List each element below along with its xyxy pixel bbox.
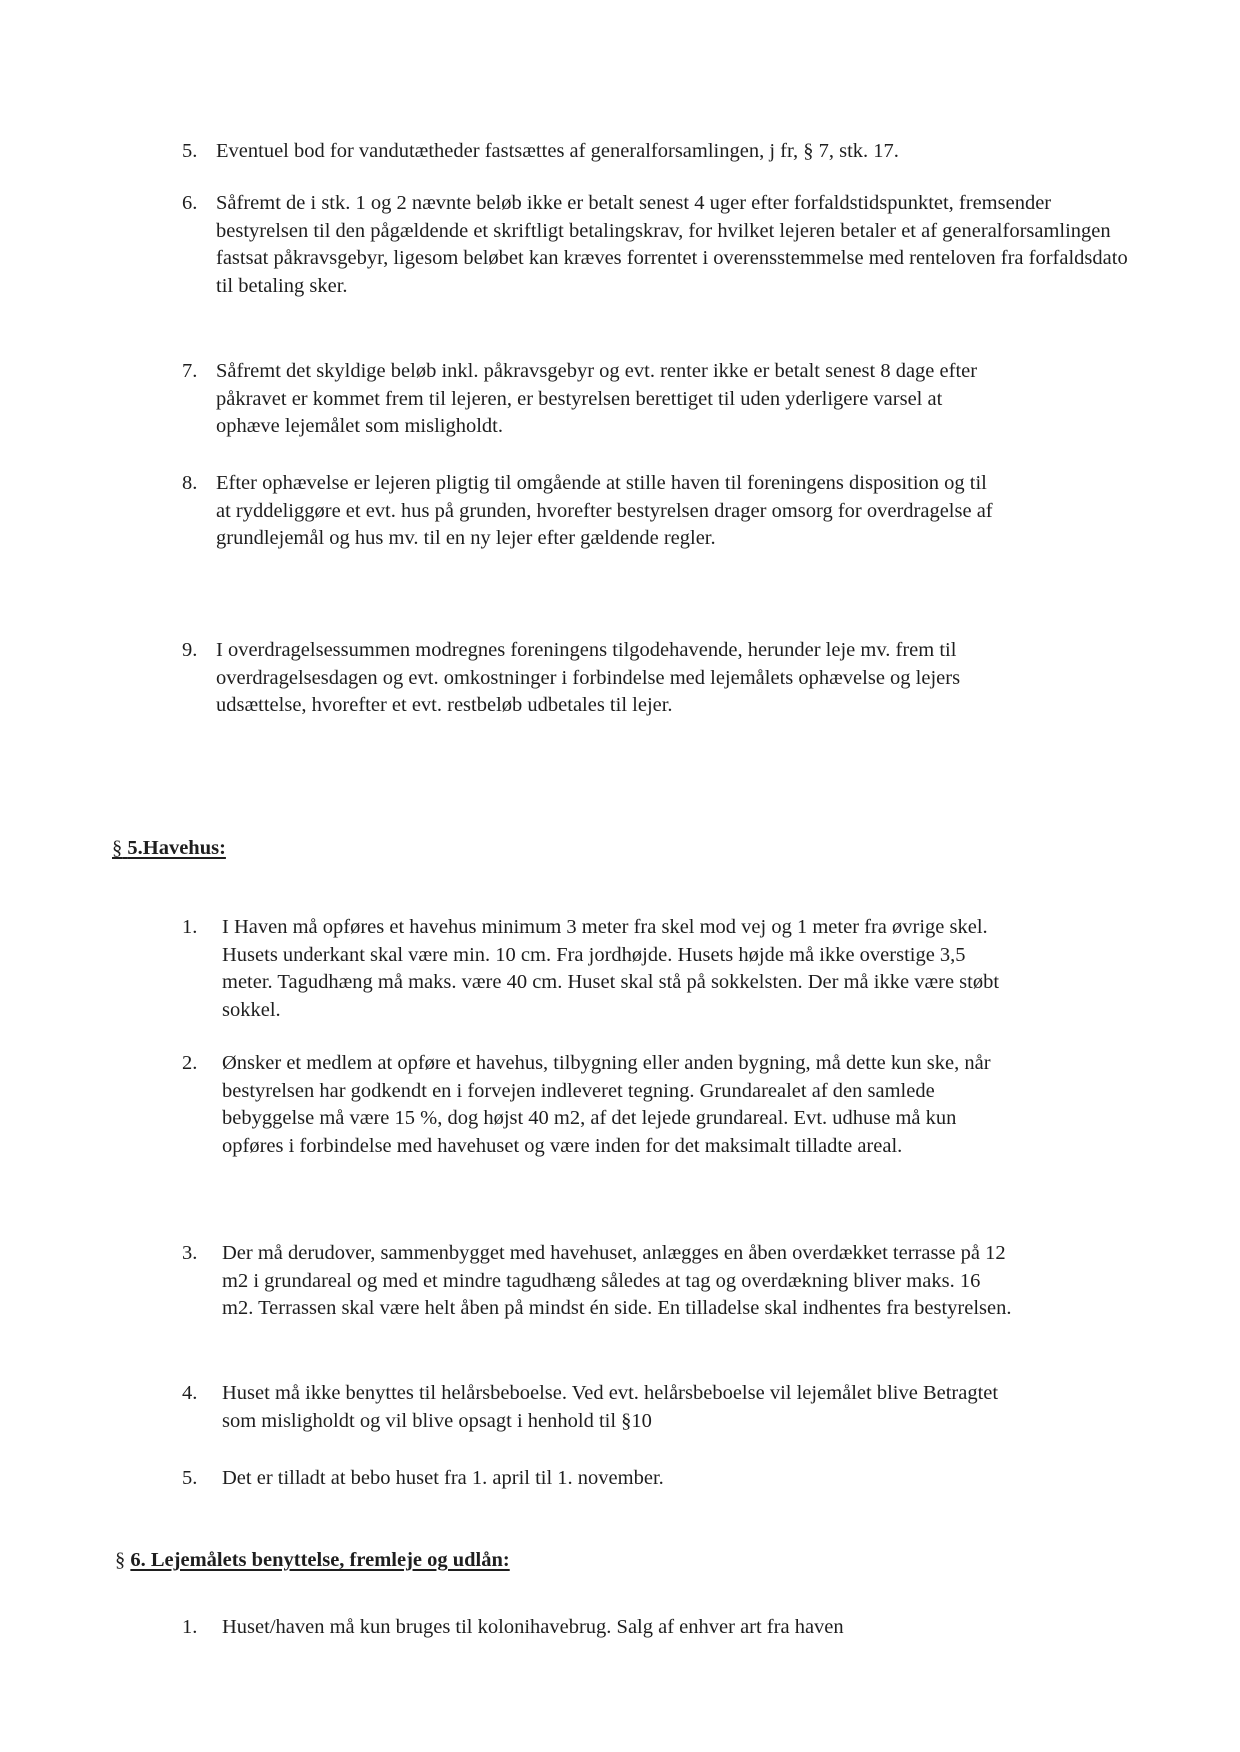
paragraph-symbol: §	[115, 1549, 126, 1571]
section-title: 5.Havehus:	[127, 837, 226, 859]
item-number: 9.	[182, 639, 198, 661]
paragraph-item-9	[182, 637, 1002, 720]
paragraph-item-7	[182, 358, 1002, 441]
item-text: Ønsker et medlem at opføre et havehus, tilbygning eller anden bygning, må dette kun ske, når bestyrelsen har godkendt en i forvejen indleveret tegning. Grundarealet af den samlede bebyggelse må være 15 %, dog højst 40 m2, af det lejede grundareal. Evt. udhuse må kun opføres i forbindelse med havehuset og være inden for det maksimalt tilladte areal.	[222, 1052, 991, 1157]
item-number: 6.	[182, 192, 198, 214]
paragraph-symbol: §	[112, 837, 123, 859]
item-text: I Haven må opføres et havehus minimum 3 meter fra skel mod vej og 1 meter fra øvrige skel. Husets underkant skal være min. 10 cm. Fra jordhøjde. Husets højde må ikke overstige 3,5 meter. Tagudhæng må maks. være 40 cm. Huset skal stå på sokkelsten. Der må ikke være støbt sokkel.	[222, 916, 1000, 1021]
havehus-item-2	[182, 1050, 1012, 1160]
item-text: Huset må ikke benyttes til helårsbeboelse. Ved evt. helårsbeboelse vil lejemålet blive Betragtet som misligholdt og vil blive opsagt i henhold til §10	[222, 1382, 999, 1432]
havehus-item-3	[182, 1240, 1012, 1323]
item-number: 3.	[182, 1242, 198, 1264]
paragraph-item-6	[182, 190, 1142, 300]
item-number: 5.	[182, 140, 198, 162]
item-number: 1.	[182, 1616, 198, 1638]
section-6-heading	[115, 1546, 510, 1574]
havehus-item-5	[182, 1465, 1012, 1493]
paragraph-item-5	[182, 138, 1122, 166]
item-text: Såfremt det skyldige beløb inkl. påkravsgebyr og evt. renter ikke er betalt senest 8 dage efter påkravet er kommet frem til lejeren, er bestyrelsen berettiget til uden yderligere varsel at ophæve lejemålet som misligholdt.	[216, 360, 978, 437]
havehus-item-1	[182, 914, 1012, 1024]
item-number: 4.	[182, 1382, 198, 1404]
item-number: 5.	[182, 1467, 198, 1489]
item-number: 7.	[182, 360, 198, 382]
item-number: 1.	[182, 916, 198, 938]
havehus-item-4	[182, 1380, 1012, 1435]
item-text: Eventuel bod for vandutætheder fastsættes af generalforsamlingen, j fr, § 7, stk. 17.	[216, 140, 899, 162]
section-title: 6. Lejemålets benyttelse, fremleje og udlån:	[130, 1549, 510, 1571]
item-text: Der må derudover, sammenbygget med havehuset, anlægges en åben overdækket terrasse på 12 m2 i grundareal og med et mindre tagudhæng således at tag og overdækning bliver maks. 16 m2. Terrassen skal være helt åben på mindst én side. En tilladelse skal indhentes fra bestyrelsen.	[222, 1242, 1012, 1319]
item-number: 2.	[182, 1052, 198, 1074]
item-text: Såfremt de i stk. 1 og 2 nævnte beløb ikke er betalt senest 4 uger efter forfaldstidspunktet, fremsender bestyrelsen til den pågældende et skriftligt betalingskrav, for hvilket lejeren betaler et af generalforsamlingen fastsat påkravsgebyr, ligesom beløbet kan kræves forrentet i overensstemmelse med renteloven fra forfaldsdato til betaling sker.	[216, 192, 1128, 297]
item-text: Det er tilladt at bebo huset fra 1. april til 1. november.	[222, 1467, 664, 1489]
section-5-heading	[112, 834, 226, 862]
item-text: I overdragelsessummen modregnes foreningens tilgodehavende, herunder leje mv. frem til overdragelsesdagen og evt. omkostninger i forbindelse med lejemålets ophævelse og lejers udsættelse, hvorefter et evt. restbeløb udbetales til lejer.	[216, 639, 961, 716]
item-text: Efter ophævelse er lejeren pligtig til omgående at stille haven til foreningens disposition og til at ryddeliggøre et evt. hus på grunden, hvorefter bestyrelsen drager omsorg for overdragelse af grundlejemål og hus mv. til en ny lejer efter gældende regler.	[216, 472, 993, 549]
item-number: 8.	[182, 472, 198, 494]
paragraph-item-8	[182, 470, 1002, 553]
benyttelse-item-1	[182, 1614, 1012, 1642]
item-text: Huset/haven må kun bruges til kolonihavebrug. Salg af enhver art fra haven	[222, 1616, 844, 1638]
